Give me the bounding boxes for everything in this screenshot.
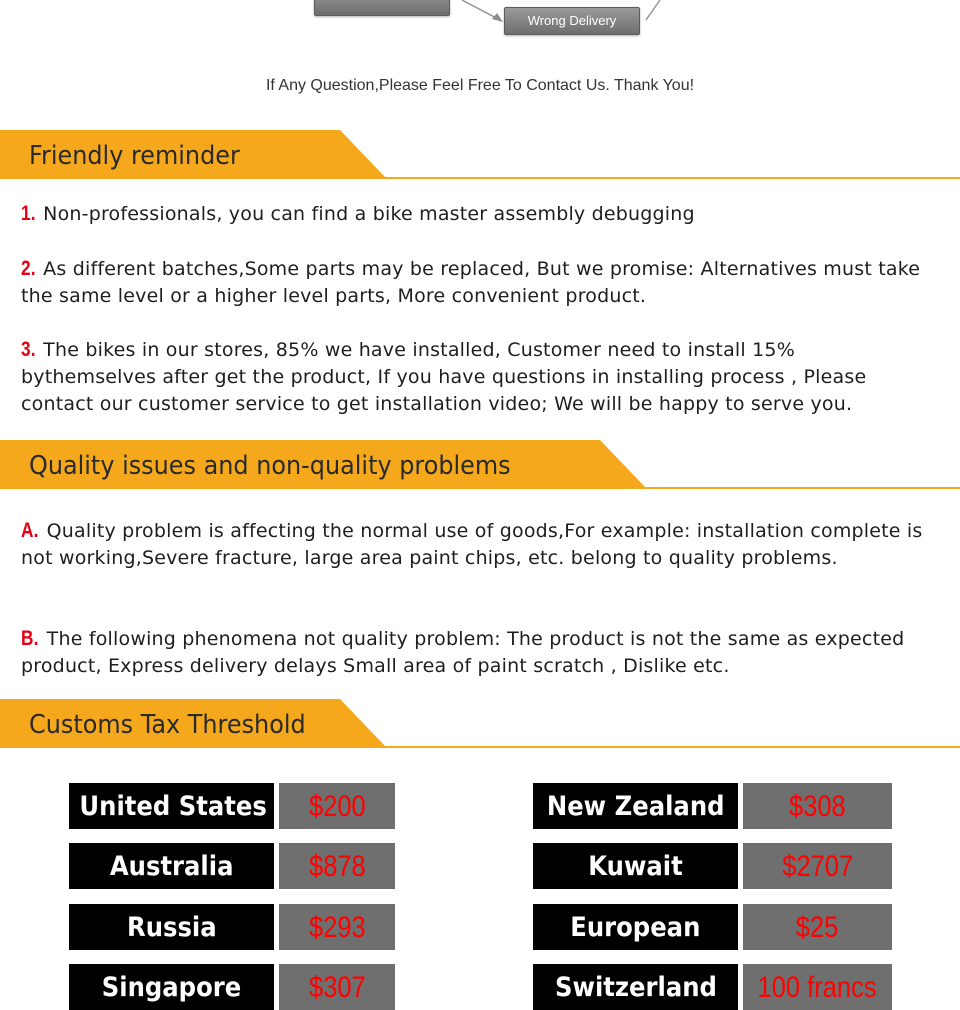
tax-amount: $293 xyxy=(279,904,395,950)
tax-row xyxy=(69,843,395,889)
tax-amount: $307 xyxy=(279,964,395,1010)
item-marker: 3. xyxy=(21,338,36,361)
reminder-item-3 xyxy=(21,336,936,418)
tax-row xyxy=(533,783,892,829)
section-header-friendly-reminder xyxy=(0,130,960,180)
tax-country: Singapore xyxy=(69,964,274,1010)
item-marker: 2. xyxy=(21,257,36,280)
item-text: Quality problem is affecting the normal use of goods,For example: installation complete is not working,Severe fracture, large area paint chips, etc. belong to quality problems. xyxy=(21,520,923,569)
item-marker: B. xyxy=(21,627,39,650)
item-text: The bikes in our stores, 85% we have installed, Customer need to install 15% bythemselves after get the product, If you have questions in installing process , Please contact our customer service to get installation video; We will be happy to serve you. xyxy=(21,339,867,415)
tax-amount: $25 xyxy=(743,904,892,950)
tax-amount: 100 francs xyxy=(743,964,892,1010)
tax-row xyxy=(69,904,395,950)
section-title: Customs Tax Threshold xyxy=(29,710,306,740)
tax-amount: $878 xyxy=(279,843,395,889)
flowchart-connectors xyxy=(0,0,960,60)
tax-country: United States xyxy=(69,783,274,829)
tax-amount: $200 xyxy=(279,783,395,829)
flowchart-box-previous xyxy=(314,0,450,16)
reminder-item-1 xyxy=(21,200,936,228)
tax-country: Russia xyxy=(69,904,274,950)
section-header-customs xyxy=(0,699,960,749)
tax-country: European xyxy=(533,904,738,950)
quality-item-b xyxy=(21,625,936,680)
tax-country: Australia xyxy=(69,843,274,889)
flowchart-box-wrong-delivery: Wrong Delivery xyxy=(504,7,640,35)
tax-country: Switzerland xyxy=(533,964,738,1010)
tax-country: Kuwait xyxy=(533,843,738,889)
tax-amount: $308 xyxy=(743,783,892,829)
tax-row xyxy=(533,843,892,889)
tax-amount: $2707 xyxy=(743,843,892,889)
section-header-quality xyxy=(0,440,960,490)
tax-row xyxy=(533,904,892,950)
tax-row xyxy=(69,783,395,829)
tax-country: New Zealand xyxy=(533,783,738,829)
reminder-item-2 xyxy=(21,255,936,310)
contact-message: If Any Question,Please Feel Free To Contact Us. Thank You! xyxy=(265,77,695,94)
item-marker: 1. xyxy=(21,202,36,225)
quality-item-a xyxy=(21,517,936,572)
section-title: Quality issues and non-quality problems xyxy=(29,451,511,481)
item-marker: A. xyxy=(21,519,39,542)
section-title: Friendly reminder xyxy=(29,141,240,171)
tax-row xyxy=(533,964,892,1010)
item-text: The following phenomena not quality problem: The product is not the same as expected product, Express delivery delays Small area of paint scratch , Dislike etc. xyxy=(21,628,905,677)
tax-row xyxy=(69,964,395,1010)
item-text: As different batches,Some parts may be replaced, But we promise: Alternatives must take the same level or a higher level parts, More convenient product. xyxy=(21,258,921,307)
item-text: Non-professionals, you can find a bike master assembly debugging xyxy=(43,203,695,225)
